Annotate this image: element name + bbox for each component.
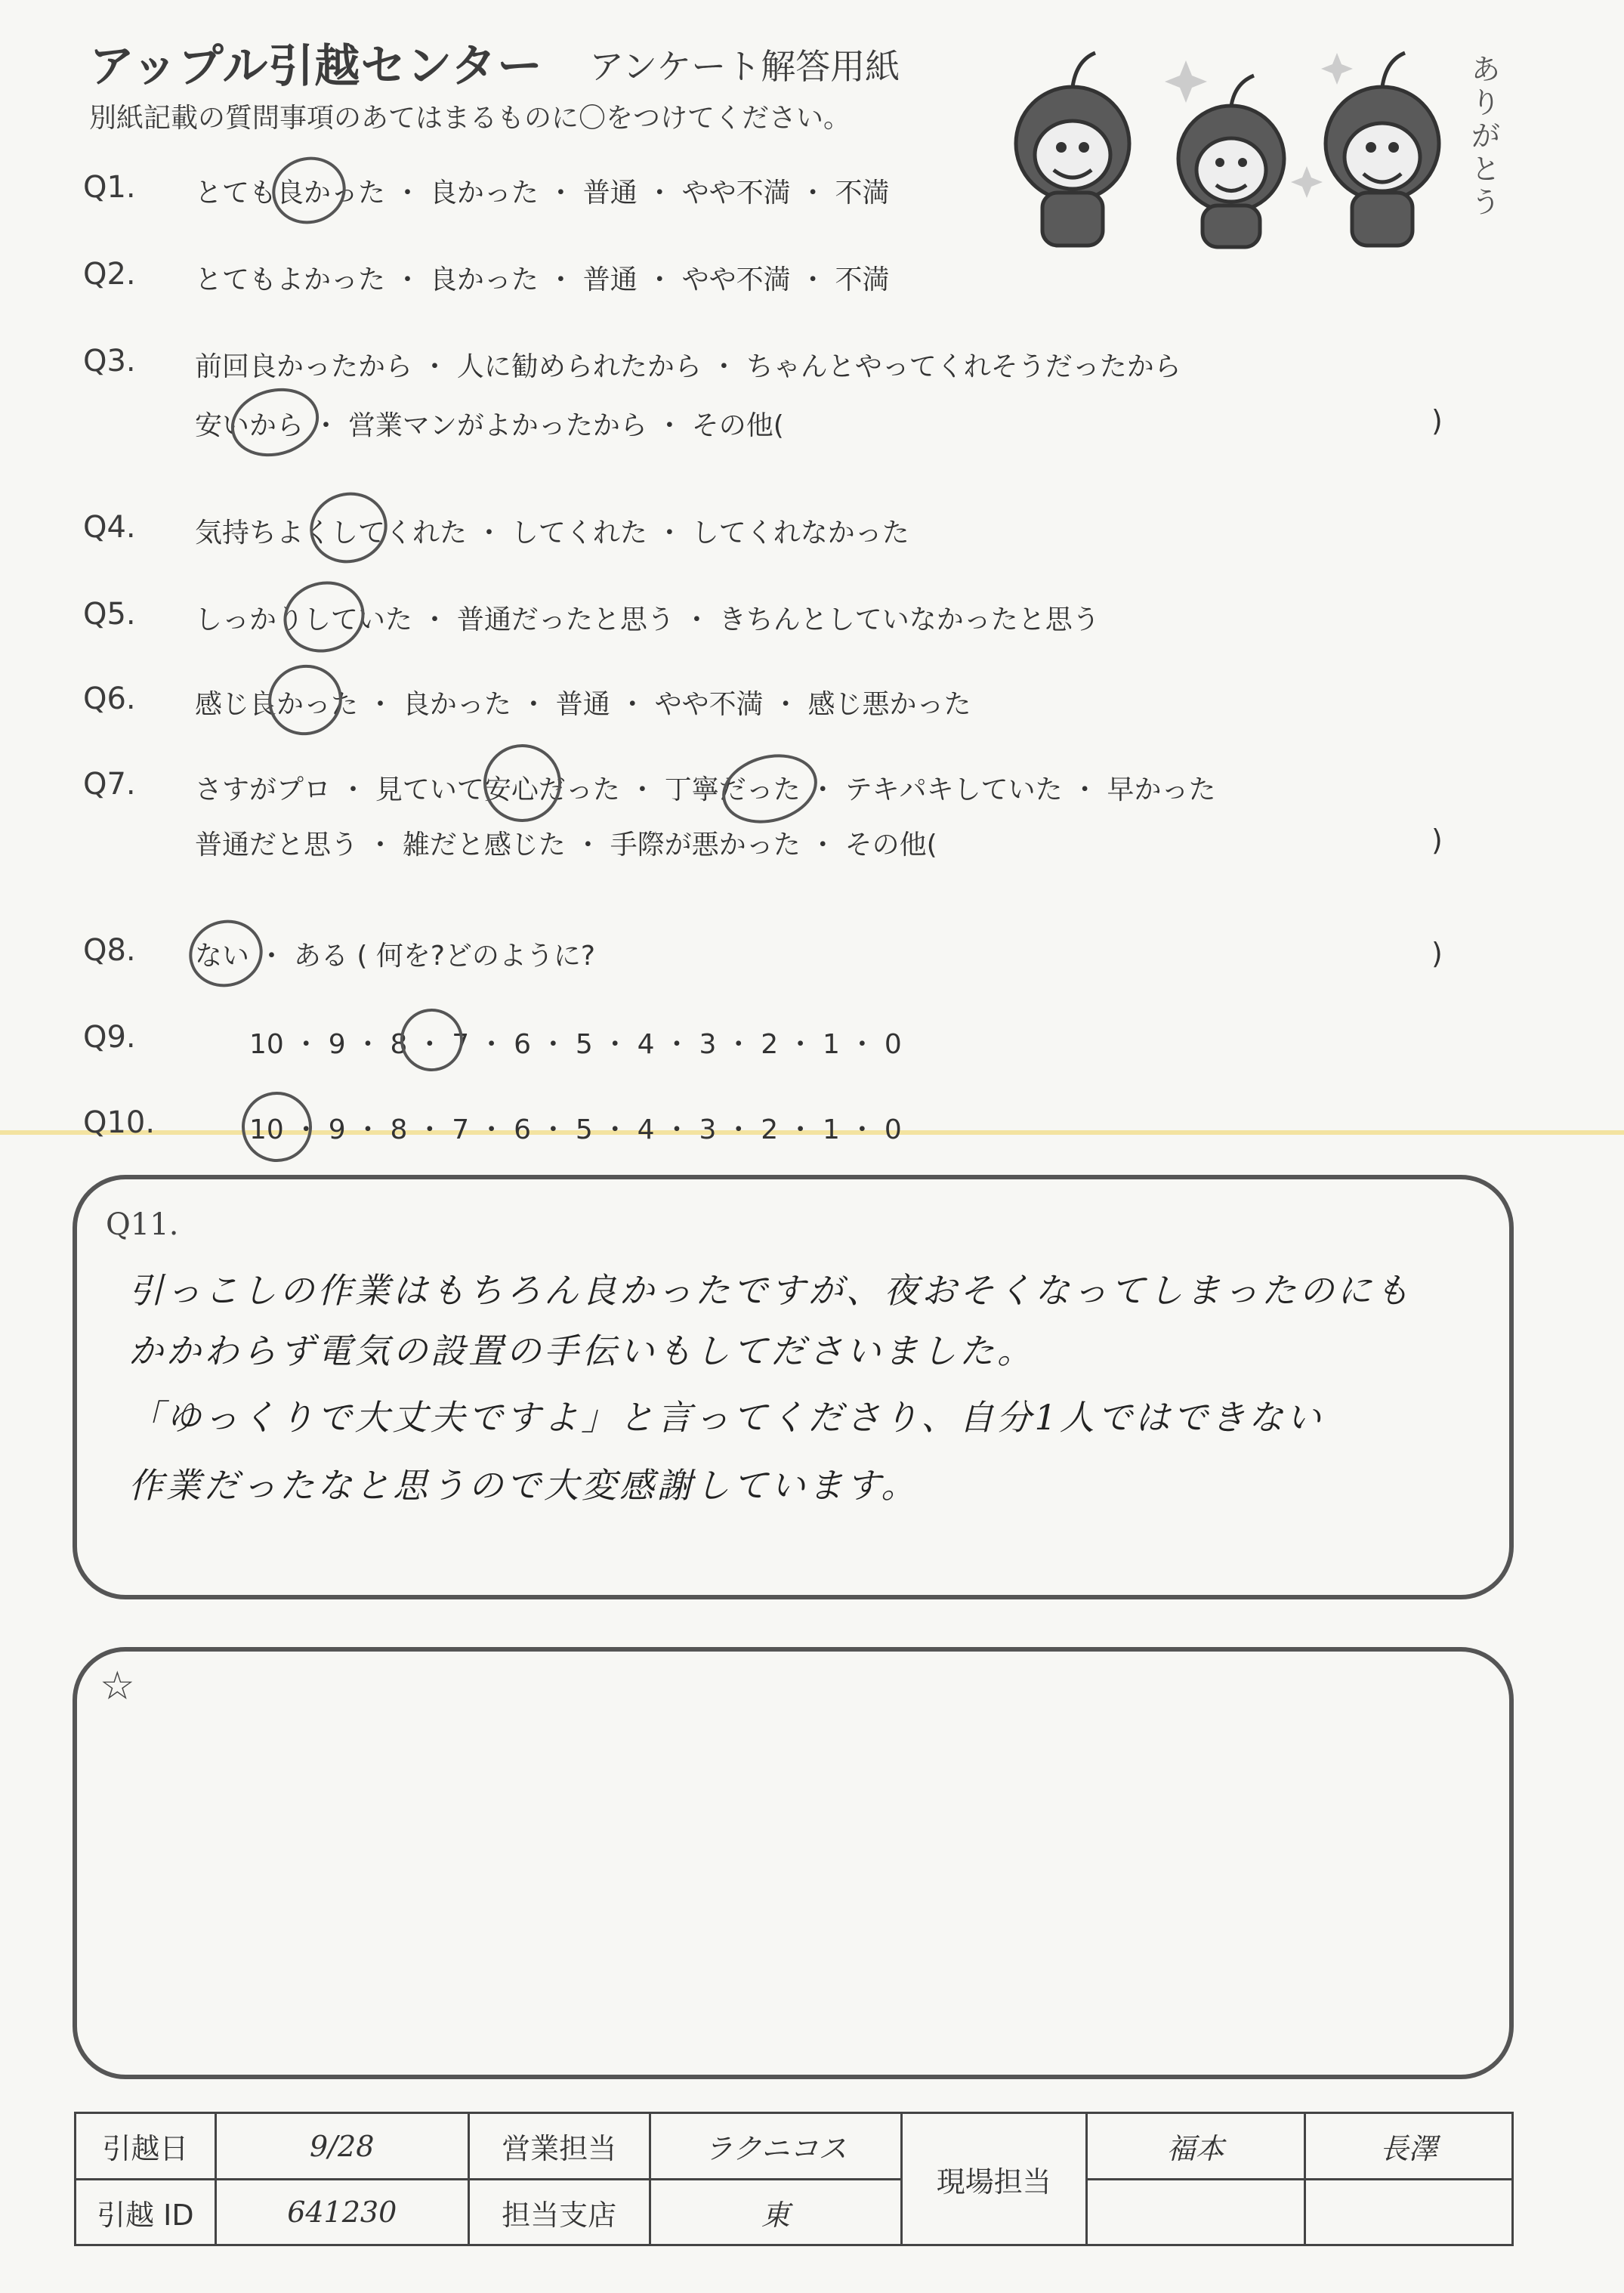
form-title: アップル引越センター <box>89 40 543 93</box>
q6-options: 感じ良かった ・ 良かった ・ 普通 ・ やや不満 ・ 感じ悪かった <box>195 689 971 720</box>
q7-selection-circle-1 <box>474 735 570 830</box>
q9-label: Q9. <box>83 1020 136 1055</box>
q11-comment-line-3: 「ゆっくりで大丈夫ですよ」と言ってくださり、自分1人ではできない <box>128 1397 1324 1438</box>
branch-label: 担当支店 <box>468 2180 650 2245</box>
q2-label: Q2. <box>83 257 136 292</box>
q3-options-line1: 前回良かったから ・ 人に勧められたから ・ ちゃんとやってくれそうだったから <box>195 351 1181 382</box>
q9-selection-circle <box>394 1002 471 1079</box>
q6-label: Q6. <box>83 681 136 716</box>
move-date-value: 9/28 <box>215 2113 468 2180</box>
q5-selection-circle <box>276 573 372 662</box>
q5-options: しっかりしていた ・ 普通だったと思う ・ きちんとしていなかったと思う <box>195 604 1100 635</box>
q8-label: Q8. <box>83 933 136 968</box>
q9-scale: 10 ・ 9 ・ 8 ・ 7 ・ 6 ・ 5 ・ 4 ・ 3 ・ 2 ・ 1 ・ 0 <box>249 1029 902 1060</box>
q10-scale: 10 ・ 9 ・ 8 ・ 7 ・ 6 ・ 5 ・ 4 ・ 3 ・ 2 ・ 1 ・ 0 <box>249 1114 902 1145</box>
form-subtitle: アンケート解答用紙 <box>589 46 900 87</box>
q1-options: とても良かった ・ 良かった ・ 普通 ・ やや不満 ・ 不満 <box>195 178 890 209</box>
q11-comment-line-1: 引っこしの作業はもちろん良かったですが、夜おそくなってしまったのにも <box>128 1270 1413 1311</box>
q11-comment-box <box>73 1175 1514 1599</box>
q6-selection-circle <box>261 657 350 743</box>
q3-selection-circle <box>224 379 327 466</box>
q11-comment-line-2: かかわらず電気の設置の手伝いもしてださいました。 <box>128 1330 1035 1371</box>
form-instruction: 別紙記載の質問事項のあてはまるものに〇をつけてください。 <box>89 103 851 134</box>
q11-label: Q11. <box>106 1207 179 1242</box>
site-staff-3 <box>1086 2180 1304 2245</box>
mascot-illustration <box>990 30 1503 249</box>
q7-options-line2: 普通だと思う ・ 雑だと感じた ・ 手際が悪かった ・ その他( <box>195 830 937 861</box>
q3-options-line2: 安いから ・ 営業マンがよかったから ・ その他( <box>195 410 784 441</box>
q8-selection-circle <box>181 912 270 995</box>
star-label: ☆ <box>100 1664 135 1709</box>
q3-close-paren: ) <box>1431 404 1443 437</box>
sales-value: ラクニコス <box>650 2113 901 2180</box>
site-staff-2: 長澤 <box>1304 2113 1512 2180</box>
site-staff-1: 福本 <box>1086 2113 1304 2180</box>
q7-options-line1: さすがプロ ・ 見ていて安心だった ・ 丁寧だった ・ テキパキしていた ・ 早かった <box>195 774 1216 805</box>
q10-selection-circle <box>234 1084 320 1170</box>
q2-options: とてもよかった ・ 良かった ・ 普通 ・ やや不満 ・ 不満 <box>195 264 890 295</box>
q5-label: Q5. <box>83 597 136 632</box>
q4-options: 気持ちよくしてくれた ・ してくれた ・ してくれなかった <box>195 518 909 549</box>
move-id-value: 641230 <box>215 2180 468 2245</box>
q10-label: Q10. <box>83 1105 156 1140</box>
q4-label: Q4. <box>83 510 136 545</box>
sales-label: 営業担当 <box>468 2113 650 2180</box>
q4-selection-circle <box>302 484 396 571</box>
q7-label: Q7. <box>83 767 136 802</box>
q8-options: ない ・ ある ( 何を?どのように? <box>195 941 596 972</box>
site-staff-label: 現場担当 <box>901 2113 1086 2245</box>
mascot-caption: ありがとう <box>1471 53 1501 219</box>
branch-value: 東 <box>650 2180 901 2245</box>
move-date-label: 引越日 <box>76 2113 216 2180</box>
free-comment-box <box>73 1647 1514 2079</box>
q8-close-paren: ) <box>1431 937 1443 970</box>
q7-selection-circle-2 <box>715 744 825 833</box>
info-table <box>74 2112 1514 2246</box>
q1-label: Q1. <box>83 170 136 205</box>
q7-close-paren: ) <box>1431 824 1443 857</box>
site-staff-4 <box>1304 2180 1512 2245</box>
move-id-label: 引越 ID <box>76 2180 216 2245</box>
q11-comment-line-4: 作業だったなと思うので大変感謝しています。 <box>128 1465 919 1506</box>
q1-selection-circle <box>264 149 353 232</box>
q3-label: Q3. <box>83 344 136 379</box>
